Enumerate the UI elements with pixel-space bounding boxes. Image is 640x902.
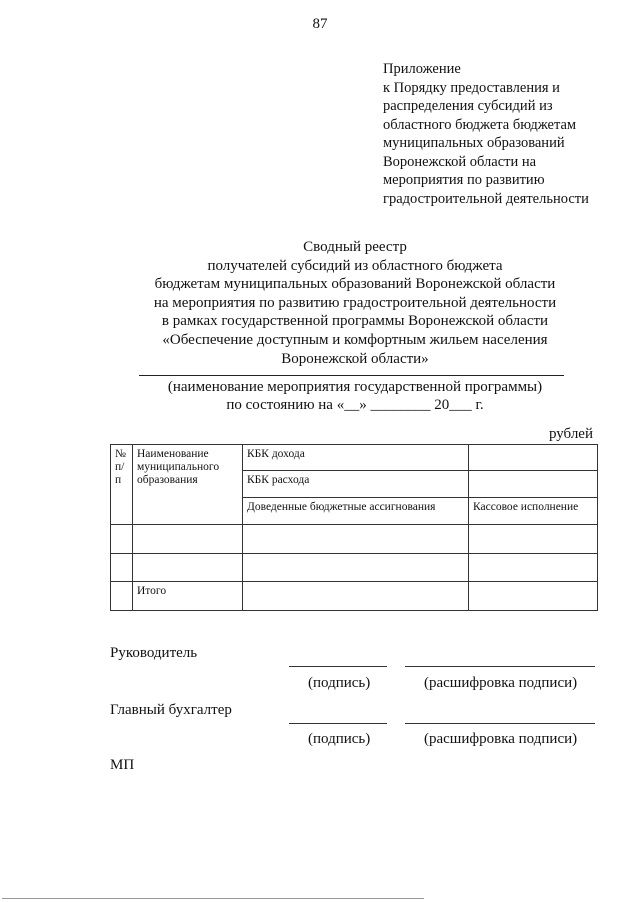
appendix-line: распределения субсидий из: [383, 98, 553, 114]
currency-unit: рублей: [548, 426, 593, 442]
title-line: «Обеспечение доступным и комфортным жильем населения: [162, 331, 548, 348]
total-label: Итого: [133, 582, 243, 611]
header-assigned: Доведенные бюджетные ассигнования: [243, 498, 469, 525]
table-cell: [133, 525, 243, 554]
table-cell: [111, 525, 133, 554]
appendix-line: Приложение: [383, 61, 461, 77]
accountant-signature-caption: (подпись): [308, 731, 371, 747]
table-cell: [469, 554, 598, 582]
title-line: бюджетам муниципальных образований Воронежской области: [154, 276, 556, 293]
table-cell: [243, 525, 469, 554]
table-cell: [469, 582, 598, 611]
seal-label: МП: [110, 757, 135, 773]
footer-rule: [2, 898, 424, 899]
header-num: № п/п: [111, 445, 133, 525]
table-cell: [133, 554, 243, 582]
accountant-label: Главный бухгалтер: [110, 702, 232, 718]
title-line: на мероприятия по развитию градостроительной деятельности: [153, 294, 557, 311]
table-cell: [243, 582, 469, 611]
event-name-caption: (наименование мероприятия государственной программы): [167, 379, 543, 395]
title-line: получателей субсидий из областного бюджета: [207, 257, 503, 274]
accountant-decoding-line: [405, 723, 595, 724]
subtitle: [60, 378, 640, 414]
table-cell: [469, 525, 598, 554]
head-decoding-caption: (расшифровка подписи): [424, 675, 578, 691]
page-number: 87: [312, 16, 328, 32]
appendix-line: градостроительной деятельности: [383, 190, 589, 207]
table-row: [111, 554, 598, 582]
header-municipality: Наименование муниципального образования: [133, 445, 243, 525]
date-line: по состоянию на «__» ________ 20___ г.: [226, 397, 484, 413]
title-line: Сводный реестр: [303, 239, 407, 255]
table-cell: [111, 582, 133, 611]
appendix-line: к Порядку предоставления и: [383, 79, 560, 96]
registry-table: [110, 444, 598, 611]
appendix-line: областного бюджета бюджетам: [383, 116, 577, 133]
header-kbk-expense: КБК расхода: [243, 471, 469, 498]
accountant-signature-line: [289, 723, 387, 724]
appendix-header: [383, 60, 633, 208]
appendix-line: мероприятия по развитию: [383, 172, 545, 188]
accountant-decoding-caption: (расшифровка подписи): [424, 731, 578, 747]
header-kbk-income: КБК дохода: [243, 445, 469, 471]
kbk-expense-value: [469, 471, 598, 498]
document-title: [60, 238, 640, 368]
head-label: Руководитель: [110, 645, 198, 661]
head-signature-line: [289, 666, 387, 667]
kbk-income-value: [469, 445, 598, 471]
event-name-fill-line: [139, 375, 564, 376]
title-line: Воронежской области»: [281, 350, 429, 367]
appendix-line: муниципальных образований: [383, 135, 565, 151]
header-executed: Кассовое исполнение: [469, 498, 598, 525]
table-cell: [243, 554, 469, 582]
head-signature-caption: (подпись): [308, 675, 371, 691]
total-row: [111, 582, 598, 611]
head-decoding-line: [405, 666, 595, 667]
table-cell: [111, 554, 133, 582]
table-row: [111, 525, 598, 554]
appendix-line: Воронежской области на: [383, 153, 537, 170]
title-line: в рамках государственной программы Воронежской области: [161, 313, 549, 330]
